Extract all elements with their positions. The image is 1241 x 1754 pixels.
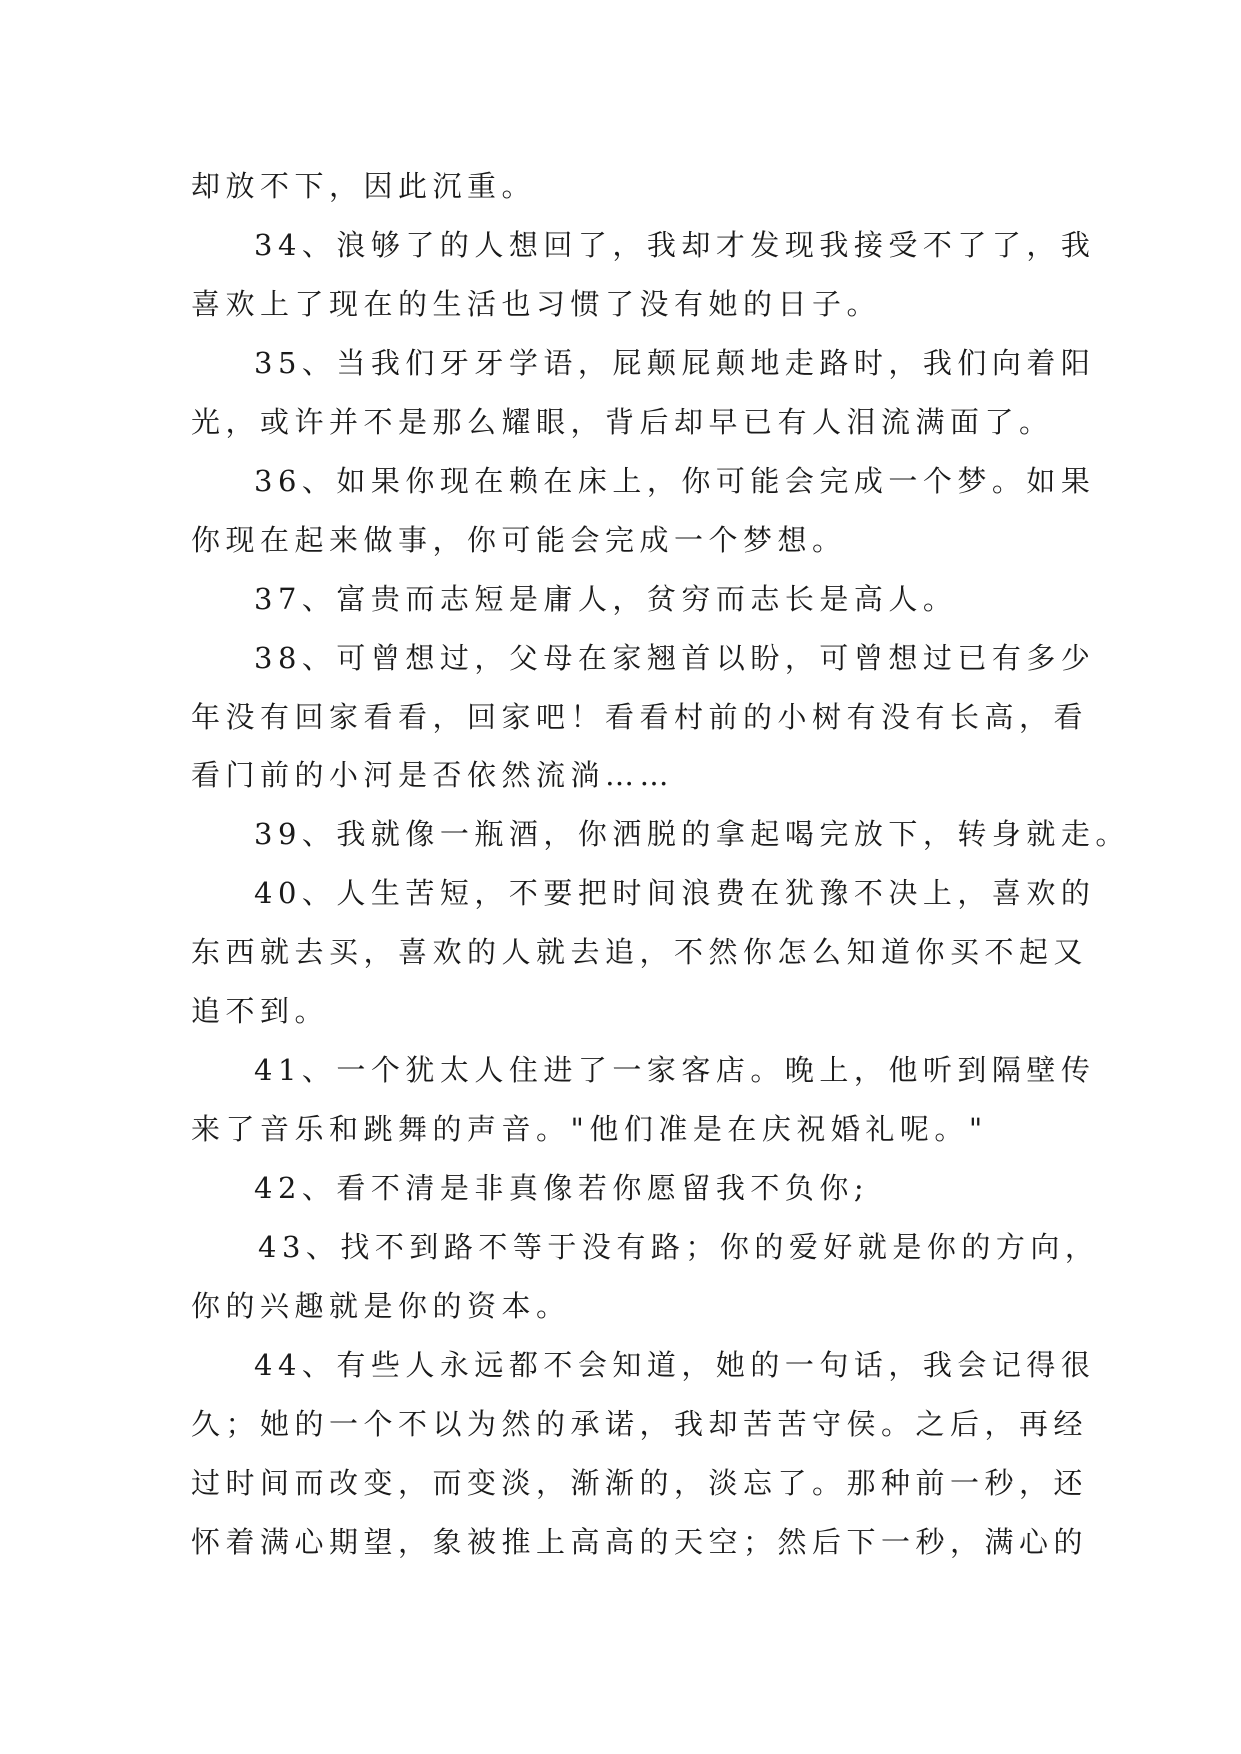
text-line: 怀着满心期望，象被推上高高的天空；然后下一秒，满心的 [191,1525,1089,1559]
text-line: 35、当我们牙牙学语，屁颠屁颠地走路时，我们向着阳 [254,346,1096,380]
text-line: 40、人生苦短，不要把时间浪费在犹豫不决上，喜欢的 [254,876,1096,910]
text-line: 来了音乐和跳舞的声音。"他们准是在庆祝婚礼呢。" [191,1112,988,1146]
text-line: 东西就去买，喜欢的人就去追，不然你怎么知道你买不起又 [191,935,1089,969]
text-line: 44、有些人永远都不会知道，她的一句话，我会记得很 [254,1348,1096,1382]
text-line: 过时间而改变，而变淡，渐渐的，淡忘了。那种前一秒，还 [191,1466,1089,1500]
text-line: 38、可曾想过，父母在家翘首以盼，可曾想过已有多少 [254,641,1096,675]
text-line: 34、浪够了的人想回了，我却才发现我接受不了了，我 [254,228,1096,262]
text-line: 久；她的一个不以为然的承诺，我却苦苦守侯。之后，再经 [191,1407,1089,1441]
text-line: 年没有回家看看，回家吧！看看村前的小树有没有长高，看 [191,700,1089,734]
text-line: 43、找不到路不等于没有路；你的爱好就是你的方向， [258,1230,1100,1264]
text-line: 看门前的小河是否依然流淌…… [191,758,675,792]
text-line: 却放不下，因此沉重。 [191,169,537,203]
text-line: 喜欢上了现在的生活也习惯了没有她的日子。 [191,287,882,321]
text-line: 41、一个犹太人住进了一家客店。晚上，他听到隔壁传 [254,1053,1096,1087]
text-line: 36、如果你现在赖在床上，你可能会完成一个梦。如果 [254,464,1096,498]
text-line: 39、我就像一瓶酒，你洒脱的拿起喝完放下，转身就走。 [254,817,1130,851]
text-line: 42、看不清是非真像若你愿留我不负你; [254,1171,870,1205]
text-line: 你现在起来做事，你可能会完成一个梦想。 [191,523,847,557]
text-line: 光，或许并不是那么耀眼，背后却早已有人泪流满面了。 [191,405,1054,439]
text-line: 追不到。 [191,994,330,1028]
text-line: 37、富贵而志短是庸人，贫穷而志长是高人。 [254,582,958,616]
text-line: 你的兴趣就是你的资本。 [191,1289,571,1323]
